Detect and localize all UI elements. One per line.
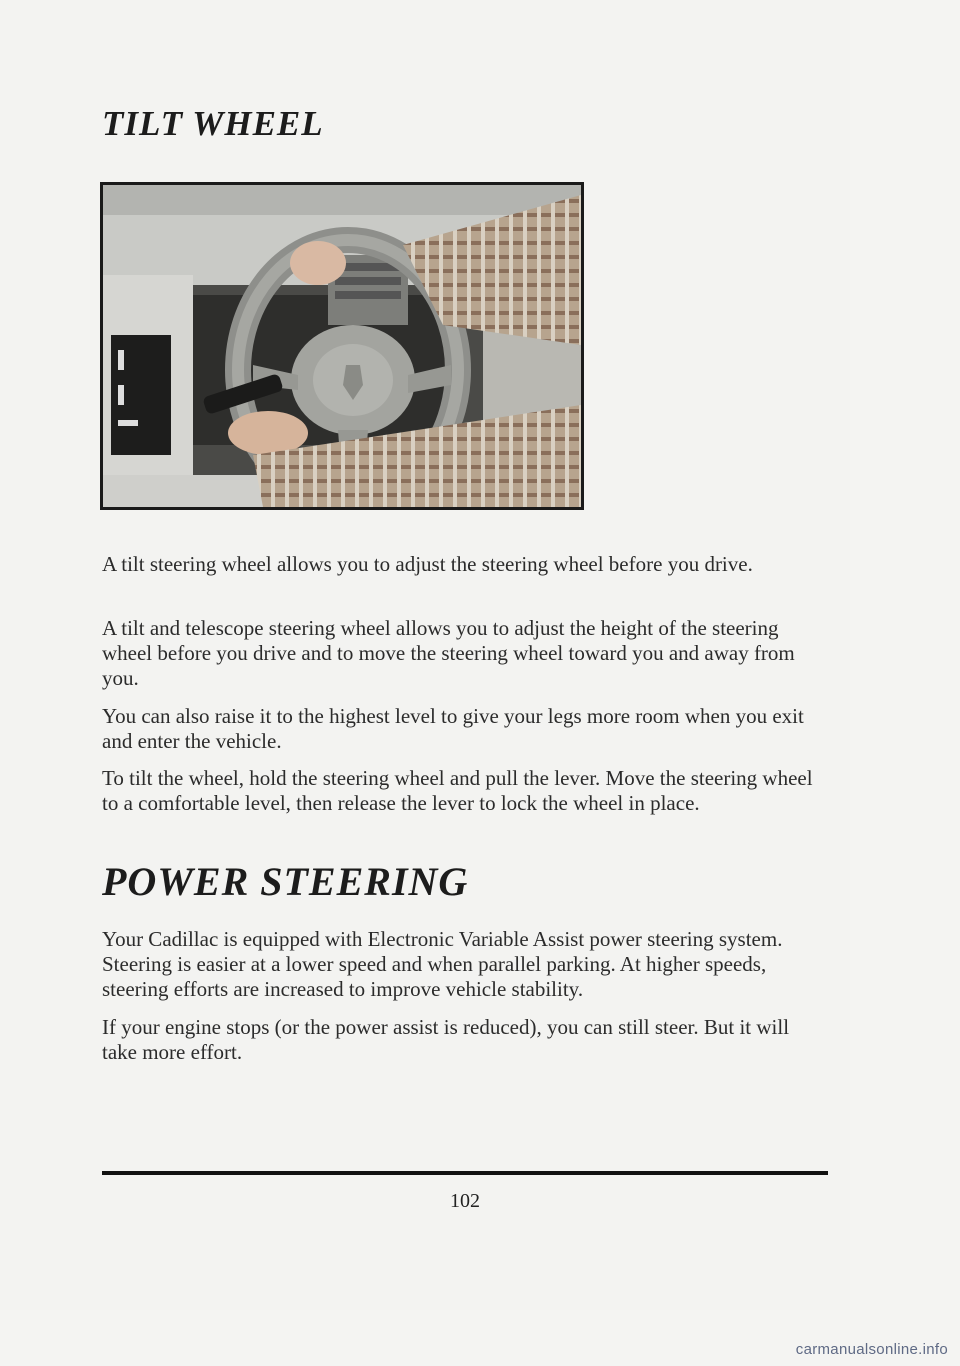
tilt-paragraph-4: To tilt the wheel, hold the steering wheel and pull the lever. Move the steering wheel to a comfortable level, then release the lever to lock the wheel in place.	[102, 766, 813, 815]
tilt-paragraph-3: You can also raise it to the highest level to give your legs more room when you exit and enter the vehicle.	[102, 704, 804, 753]
power-paragraph-2: If your engine stops (or the power assist is reduced), you can still steer. But it will take more effort.	[102, 1015, 790, 1064]
power-paragraph-1: Your Cadillac is equipped with Electronic Variable Assist power steering system. Steering is easier at a lower speed and when parallel parking. At higher speeds, steering efforts are increased to improve vehicle stability.	[102, 927, 783, 1001]
power-steering-heading: POWER STEERING	[102, 859, 469, 904]
page-number: 102	[450, 1190, 480, 1212]
tilt-paragraph-2: A tilt and telescope steering wheel allows you to adjust the height of the steering wheel before you drive and to move the steering wheel toward you and away from you.	[102, 616, 795, 690]
tilt-paragraph-1: A tilt steering wheel allows you to adjust the steering wheel before you drive.	[102, 552, 753, 576]
steering-wheel-photo	[100, 182, 584, 510]
watermark-link[interactable]: carmanualsonline.info	[795, 1341, 948, 1358]
steering-wheel-illustration	[103, 185, 581, 507]
tilt-wheel-heading: TILT WHEEL	[102, 104, 324, 143]
footer-rule	[102, 1171, 828, 1175]
